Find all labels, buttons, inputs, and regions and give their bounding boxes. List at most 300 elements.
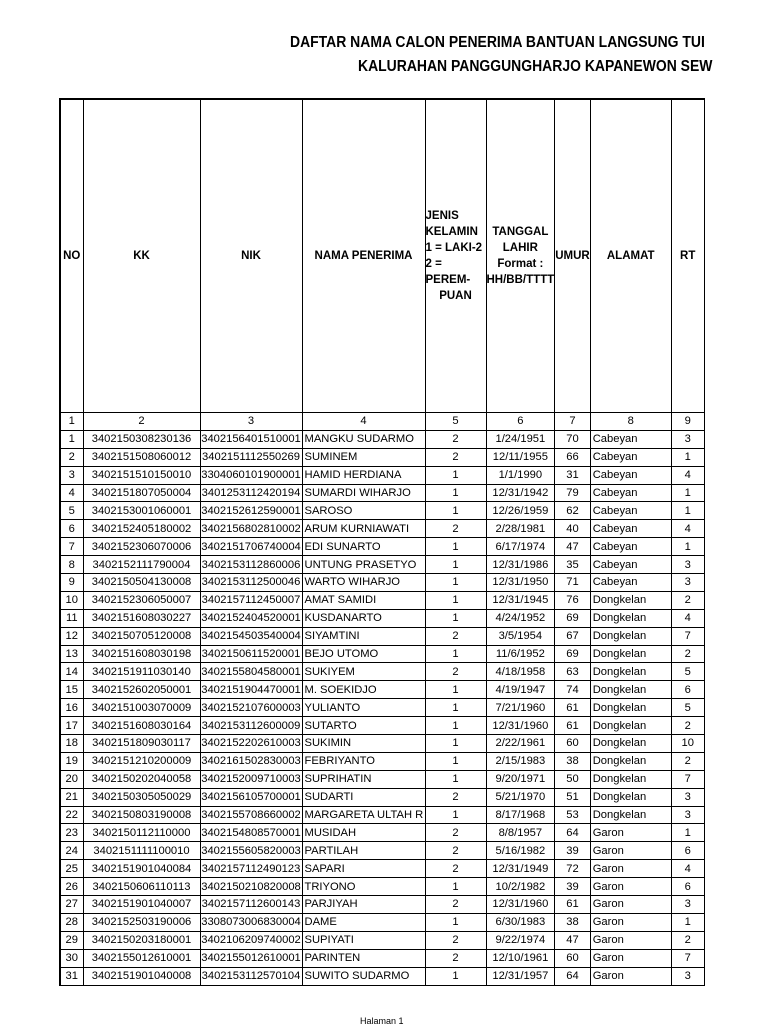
header-umur: UMUR: [555, 99, 591, 413]
cell-umur: 76: [555, 591, 591, 609]
cell-rt: 3: [671, 574, 704, 592]
table-row: [60, 591, 704, 609]
cell-nama: SUMARDI WIHARJO: [302, 484, 425, 502]
cell-rt: 7: [671, 770, 704, 788]
cell-rt: 1: [671, 538, 704, 556]
cell-rt: 1: [671, 913, 704, 931]
cell-umur: 64: [555, 967, 591, 985]
cell-tanggal-lahir: 4/18/1958: [486, 663, 555, 681]
cell-nama: SIYAMTINI: [302, 627, 425, 645]
cell-alamat: Garon: [590, 931, 671, 949]
cell-jenis-kelamin: 1: [425, 681, 486, 699]
cell-nik: 3402150210820008: [200, 878, 302, 896]
cell-rt: 4: [671, 609, 704, 627]
cell-tanggal-lahir: 7/21/1960: [486, 699, 555, 717]
cell-umur: 72: [555, 860, 591, 878]
cell-nik: 3402151112550269: [200, 448, 302, 466]
title-line-1: DAFTAR NAMA CALON PENERIMA BANTUAN LANGSUNG TUI: [290, 34, 705, 51]
cell-nama: MARGARETA ULTAH R: [302, 806, 425, 824]
cell-umur: 38: [555, 913, 591, 931]
cell-nama: PARJIYAH: [302, 896, 425, 914]
table-row: [60, 502, 704, 520]
cell-nik: 3402155804580001: [200, 663, 302, 681]
header-kk: KK: [83, 99, 200, 413]
cell-nama: SUMINEM: [302, 448, 425, 466]
cell-umur: 47: [555, 931, 591, 949]
cell-nama: ARUM KURNIAWATI: [302, 520, 425, 538]
cell-umur: 39: [555, 842, 591, 860]
cell-umur: 61: [555, 896, 591, 914]
cell-alamat: Dongkelan: [590, 645, 671, 663]
cell-tanggal-lahir: 1/1/1990: [486, 466, 555, 484]
table-row: [60, 484, 704, 502]
cell-no: 9: [60, 574, 83, 592]
cell-alamat: Dongkelan: [590, 770, 671, 788]
cell-umur: 63: [555, 663, 591, 681]
cell-tanggal-lahir: 1/24/1951: [486, 430, 555, 448]
cell-nama: MUSIDAH: [302, 824, 425, 842]
cell-no: 4: [60, 484, 83, 502]
cell-nama: DAME: [302, 913, 425, 931]
cell-nik: 3402156105700001: [200, 788, 302, 806]
cell-kk: 3402151911030140: [83, 663, 200, 681]
cell-kk: 3402152405180002: [83, 520, 200, 538]
cell-no: 5: [60, 502, 83, 520]
cell-alamat: Dongkelan: [590, 591, 671, 609]
cell-kk: 3402151608030198: [83, 645, 200, 663]
cell-nama: SUKIMIN: [302, 735, 425, 753]
cell-alamat: Dongkelan: [590, 735, 671, 753]
cell-tanggal-lahir: 4/19/1947: [486, 681, 555, 699]
cell-umur: 74: [555, 681, 591, 699]
cell-nik: 3402154808570001: [200, 824, 302, 842]
cell-alamat: Cabeyan: [590, 556, 671, 574]
cell-tanggal-lahir: 2/28/1981: [486, 520, 555, 538]
table-row: [60, 967, 704, 985]
cell-alamat: Dongkelan: [590, 717, 671, 735]
cell-alamat: Dongkelan: [590, 609, 671, 627]
table-row: [60, 824, 704, 842]
cell-nik: 3402155012610001: [200, 949, 302, 967]
table-row: [60, 645, 704, 663]
header-rt: RT: [671, 99, 704, 413]
cell-rt: 3: [671, 967, 704, 985]
cell-rt: 6: [671, 878, 704, 896]
cell-rt: 2: [671, 717, 704, 735]
cell-kk: 3402151111100010: [83, 842, 200, 860]
cell-tanggal-lahir: 4/24/1952: [486, 609, 555, 627]
cell-kk: 3402152111790004: [83, 556, 200, 574]
cell-tanggal-lahir: 12/31/1986: [486, 556, 555, 574]
header-nama: NAMA PENERIMA: [302, 99, 425, 413]
cell-kk: 3402151901040008: [83, 967, 200, 985]
cell-jenis-kelamin: 2: [425, 842, 486, 860]
cell-rt: 2: [671, 591, 704, 609]
title-line-2: KALURAHAN PANGGUNGHARJO KAPANEWON SEW: [358, 58, 713, 75]
cell-rt: 7: [671, 949, 704, 967]
header-row: [60, 99, 704, 413]
cell-tanggal-lahir: 12/31/1960: [486, 717, 555, 735]
cell-jenis-kelamin: 1: [425, 770, 486, 788]
table-row: [60, 663, 704, 681]
cell-no: 24: [60, 842, 83, 860]
cell-rt: 1: [671, 502, 704, 520]
cell-nama: HAMID HERDIANA: [302, 466, 425, 484]
cell-tanggal-lahir: 3/5/1954: [486, 627, 555, 645]
cell-no: 19: [60, 752, 83, 770]
cell-no: 31: [60, 967, 83, 985]
cell-nik: 3402153112600009: [200, 717, 302, 735]
cell-tanggal-lahir: 2/22/1961: [486, 735, 555, 753]
cell-rt: 1: [671, 824, 704, 842]
cell-no: 30: [60, 949, 83, 967]
cell-nama: KUSDANARTO: [302, 609, 425, 627]
cell-alamat: Dongkelan: [590, 627, 671, 645]
cell-rt: 3: [671, 896, 704, 914]
cell-nik: 3402153112860006: [200, 556, 302, 574]
cell-nik: 3402154503540004: [200, 627, 302, 645]
header-tanggal-lahir: TANGGAL LAHIR Format : HH/BB/TTTT: [486, 99, 555, 413]
table-row: [60, 699, 704, 717]
header-jenis-kelamin: JENIS KELAMIN 1 = LAKI-2 2 = PEREM- PUAN: [425, 99, 486, 413]
cell-umur: 47: [555, 538, 591, 556]
cell-umur: 39: [555, 878, 591, 896]
cell-rt: 2: [671, 645, 704, 663]
cell-jenis-kelamin: 1: [425, 574, 486, 592]
cell-no: 13: [60, 645, 83, 663]
cell-nama: UNTUNG PRASETYO: [302, 556, 425, 574]
cell-kk: 3402153001060001: [83, 502, 200, 520]
cell-umur: 69: [555, 645, 591, 663]
cell-umur: 70: [555, 430, 591, 448]
cell-alamat: Garon: [590, 913, 671, 931]
cell-kk: 3402151003070009: [83, 699, 200, 717]
table-row: [60, 842, 704, 860]
cell-jenis-kelamin: 1: [425, 484, 486, 502]
cell-no: 1: [60, 430, 83, 448]
cell-alamat: Garon: [590, 860, 671, 878]
page-footer: Halaman 1: [360, 1016, 404, 1026]
cell-tanggal-lahir: 12/31/1950: [486, 574, 555, 592]
cell-umur: 79: [555, 484, 591, 502]
cell-alamat: Dongkelan: [590, 663, 671, 681]
cell-rt: 3: [671, 430, 704, 448]
table-row: [60, 878, 704, 896]
cell-nik: 3402157112600143: [200, 896, 302, 914]
cell-nama: SUPIYATI: [302, 931, 425, 949]
cell-nama: M. SOEKIDJO: [302, 681, 425, 699]
cell-rt: 3: [671, 556, 704, 574]
cell-jenis-kelamin: 1: [425, 609, 486, 627]
cell-tanggal-lahir: 12/31/1957: [486, 967, 555, 985]
cell-tanggal-lahir: 12/10/1961: [486, 949, 555, 967]
cell-nama: AMAT SAMIDI: [302, 591, 425, 609]
cell-jenis-kelamin: 2: [425, 949, 486, 967]
cell-no: 28: [60, 913, 83, 931]
cell-kk: 3402155012610001: [83, 949, 200, 967]
cell-umur: 64: [555, 824, 591, 842]
cell-alamat: Garon: [590, 949, 671, 967]
cell-nama: SUTARTO: [302, 717, 425, 735]
cell-nik: 3402151904470001: [200, 681, 302, 699]
cell-alamat: Cabeyan: [590, 574, 671, 592]
recipient-table: [59, 98, 705, 986]
cell-nama: MANGKU SUDARMO: [302, 430, 425, 448]
cell-tanggal-lahir: 12/31/1960: [486, 896, 555, 914]
cell-alamat: Cabeyan: [590, 502, 671, 520]
cell-kk: 3402152306070006: [83, 538, 200, 556]
cell-alamat: Cabeyan: [590, 538, 671, 556]
cell-kk: 3402150112110000: [83, 824, 200, 842]
cell-nama: FEBRIYANTO: [302, 752, 425, 770]
cell-no: 11: [60, 609, 83, 627]
cell-rt: 6: [671, 842, 704, 860]
cell-umur: 35: [555, 556, 591, 574]
cell-nik: 3402152612590001: [200, 502, 302, 520]
cell-kk: 3402150803190008: [83, 806, 200, 824]
cell-nama: YULIANTO: [302, 699, 425, 717]
cell-rt: 5: [671, 663, 704, 681]
cell-alamat: Dongkelan: [590, 752, 671, 770]
cell-no: 2: [60, 448, 83, 466]
cell-no: 17: [60, 717, 83, 735]
table-row: [60, 752, 704, 770]
cell-rt: 2: [671, 931, 704, 949]
cell-no: 15: [60, 681, 83, 699]
cell-no: 6: [60, 520, 83, 538]
cell-jenis-kelamin: 1: [425, 913, 486, 931]
cell-alamat: Garon: [590, 842, 671, 860]
cell-rt: 4: [671, 520, 704, 538]
cell-nama: TRIYONO: [302, 878, 425, 896]
cell-nama: EDI SUNARTO: [302, 538, 425, 556]
table-row: [60, 556, 704, 574]
cell-umur: 61: [555, 717, 591, 735]
cell-jenis-kelamin: 1: [425, 735, 486, 753]
cell-umur: 51: [555, 788, 591, 806]
cell-umur: 31: [555, 466, 591, 484]
table-row: [60, 896, 704, 914]
cell-alamat: Cabeyan: [590, 520, 671, 538]
cell-no: 23: [60, 824, 83, 842]
table-row: [60, 520, 704, 538]
cell-jenis-kelamin: 1: [425, 645, 486, 663]
cell-tanggal-lahir: 12/26/1959: [486, 502, 555, 520]
table-row: [60, 717, 704, 735]
cell-alamat: Dongkelan: [590, 699, 671, 717]
cell-no: 29: [60, 931, 83, 949]
cell-nik: 3402155605820003: [200, 842, 302, 860]
cell-nik: 3402150611520001: [200, 645, 302, 663]
cell-umur: 62: [555, 502, 591, 520]
cell-nik: 3402153112500046: [200, 574, 302, 592]
cell-nik: 3401253112420194: [200, 484, 302, 502]
cell-tanggal-lahir: 12/31/1945: [486, 591, 555, 609]
table-row: [60, 770, 704, 788]
cell-no: 16: [60, 699, 83, 717]
cell-alamat: Dongkelan: [590, 788, 671, 806]
cell-umur: 50: [555, 770, 591, 788]
cell-kk: 3402151210200009: [83, 752, 200, 770]
cell-kk: 3402150305050029: [83, 788, 200, 806]
cell-umur: 40: [555, 520, 591, 538]
table-row: [60, 538, 704, 556]
table-row: [60, 609, 704, 627]
cell-nama: WARTO WIHARJO: [302, 574, 425, 592]
cell-nik: 3402153112570104: [200, 967, 302, 985]
cell-nik: 3402152202610003: [200, 735, 302, 753]
cell-jenis-kelamin: 2: [425, 448, 486, 466]
cell-alamat: Garon: [590, 967, 671, 985]
cell-tanggal-lahir: 8/17/1968: [486, 806, 555, 824]
cell-no: 18: [60, 735, 83, 753]
cell-nik: 3402106209740002: [200, 931, 302, 949]
cell-umur: 60: [555, 949, 591, 967]
cell-jenis-kelamin: 2: [425, 896, 486, 914]
cell-alamat: Garon: [590, 824, 671, 842]
cell-umur: 66: [555, 448, 591, 466]
cell-jenis-kelamin: 2: [425, 824, 486, 842]
table-row: [60, 913, 704, 931]
cell-umur: 67: [555, 627, 591, 645]
cell-alamat: Dongkelan: [590, 806, 671, 824]
table-row: [60, 627, 704, 645]
cell-tanggal-lahir: 9/22/1974: [486, 931, 555, 949]
cell-nama: SAPARI: [302, 860, 425, 878]
cell-rt: 3: [671, 788, 704, 806]
cell-alamat: Garon: [590, 896, 671, 914]
cell-jenis-kelamin: 1: [425, 502, 486, 520]
cell-nik: 3402152009710003: [200, 770, 302, 788]
cell-tanggal-lahir: 2/15/1983: [486, 752, 555, 770]
cell-rt: 7: [671, 627, 704, 645]
cell-no: 12: [60, 627, 83, 645]
cell-no: 10: [60, 591, 83, 609]
cell-umur: 61: [555, 699, 591, 717]
cell-no: 3: [60, 466, 83, 484]
cell-umur: 60: [555, 735, 591, 753]
cell-jenis-kelamin: 1: [425, 878, 486, 896]
cell-tanggal-lahir: 10/2/1982: [486, 878, 555, 896]
cell-alamat: Cabeyan: [590, 430, 671, 448]
cell-kk: 3402152306050007: [83, 591, 200, 609]
cell-kk: 3402151510150010: [83, 466, 200, 484]
cell-nik: 3402156401510001: [200, 430, 302, 448]
cell-kk: 3402151807050004: [83, 484, 200, 502]
cell-alamat: Dongkelan: [590, 681, 671, 699]
cell-rt: 6: [671, 681, 704, 699]
cell-jenis-kelamin: 1: [425, 752, 486, 770]
cell-jenis-kelamin: 2: [425, 430, 486, 448]
cell-nik: 3308073006830004: [200, 913, 302, 931]
cell-jenis-kelamin: 1: [425, 591, 486, 609]
cell-nama: SUPRIHATIN: [302, 770, 425, 788]
cell-tanggal-lahir: 9/20/1971: [486, 770, 555, 788]
cell-nik: 3402152404520001: [200, 609, 302, 627]
cell-tanggal-lahir: 12/31/1942: [486, 484, 555, 502]
cell-kk: 3402151608030227: [83, 609, 200, 627]
table-row: [60, 735, 704, 753]
cell-no: 26: [60, 878, 83, 896]
table-row: [60, 448, 704, 466]
cell-rt: 1: [671, 448, 704, 466]
cell-nama: BEJO UTOMO: [302, 645, 425, 663]
cell-alamat: Cabeyan: [590, 448, 671, 466]
cell-rt: 3: [671, 806, 704, 824]
cell-no: 27: [60, 896, 83, 914]
cell-nama: SUKIYEM: [302, 663, 425, 681]
table-row: [60, 681, 704, 699]
cell-kk: 3402151809030117: [83, 735, 200, 753]
cell-jenis-kelamin: 1: [425, 466, 486, 484]
cell-tanggal-lahir: 5/16/1982: [486, 842, 555, 860]
cell-rt: 4: [671, 860, 704, 878]
cell-umur: 69: [555, 609, 591, 627]
cell-jenis-kelamin: 1: [425, 538, 486, 556]
cell-kk: 3402151901040084: [83, 860, 200, 878]
cell-tanggal-lahir: 11/6/1952: [486, 645, 555, 663]
cell-tanggal-lahir: 5/21/1970: [486, 788, 555, 806]
cell-umur: 38: [555, 752, 591, 770]
table-row: [60, 931, 704, 949]
cell-rt: 5: [671, 699, 704, 717]
cell-nama: SUWITO SUDARMO: [302, 967, 425, 985]
cell-tanggal-lahir: 12/11/1955: [486, 448, 555, 466]
cell-no: 20: [60, 770, 83, 788]
cell-kk: 3402150606110113: [83, 878, 200, 896]
cell-jenis-kelamin: 2: [425, 627, 486, 645]
cell-nik: 3402156802810002: [200, 520, 302, 538]
cell-jenis-kelamin: 1: [425, 717, 486, 735]
cell-kk: 3402150705120008: [83, 627, 200, 645]
header-nik: NIK: [200, 99, 302, 413]
cell-jenis-kelamin: 1: [425, 967, 486, 985]
cell-jenis-kelamin: 1: [425, 556, 486, 574]
cell-kk: 3402150202040058: [83, 770, 200, 788]
cell-rt: 4: [671, 466, 704, 484]
cell-kk: 3402151608030164: [83, 717, 200, 735]
cell-nik: 3402155708660002: [200, 806, 302, 824]
cell-nama: SAROSO: [302, 502, 425, 520]
table-row: [60, 806, 704, 824]
cell-rt: 2: [671, 752, 704, 770]
cell-jenis-kelamin: 1: [425, 699, 486, 717]
table-row: [60, 466, 704, 484]
cell-tanggal-lahir: 6/17/1974: [486, 538, 555, 556]
cell-kk: 3402152503190006: [83, 913, 200, 931]
cell-nik: 3402152107600003: [200, 699, 302, 717]
cell-nama: PARINTEN: [302, 949, 425, 967]
column-number-row: 1 2 3 4 5 6 7 8 9: [60, 413, 704, 431]
cell-nama: SUDARTI: [302, 788, 425, 806]
cell-tanggal-lahir: 12/31/1949: [486, 860, 555, 878]
cell-nik: 3402157112450007: [200, 591, 302, 609]
cell-tanggal-lahir: 6/30/1983: [486, 913, 555, 931]
cell-kk: 3402151508060012: [83, 448, 200, 466]
cell-alamat: Garon: [590, 878, 671, 896]
cell-jenis-kelamin: 2: [425, 520, 486, 538]
cell-no: 8: [60, 556, 83, 574]
cell-kk: 3402152602050001: [83, 681, 200, 699]
table-row: [60, 430, 704, 448]
table-row: [60, 860, 704, 878]
cell-umur: 71: [555, 574, 591, 592]
header-alamat: ALAMAT: [590, 99, 671, 413]
cell-kk: 3402150203180001: [83, 931, 200, 949]
cell-no: 7: [60, 538, 83, 556]
cell-no: 14: [60, 663, 83, 681]
cell-jenis-kelamin: 2: [425, 931, 486, 949]
